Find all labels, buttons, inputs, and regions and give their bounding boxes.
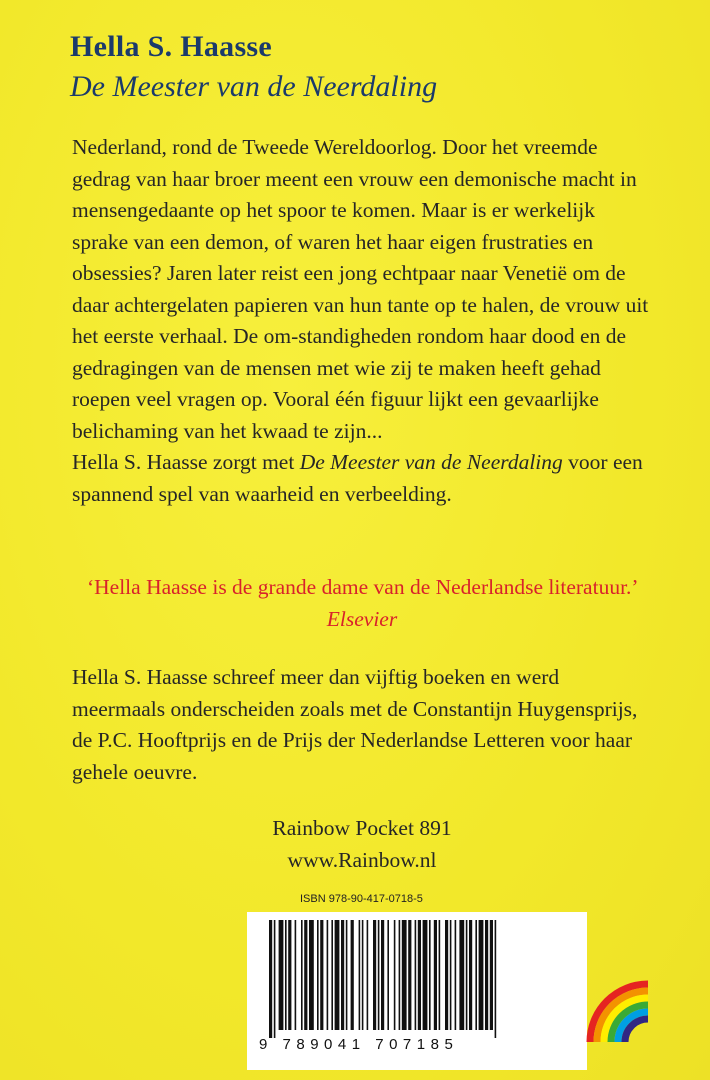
blurb-inline-title: De Meester van de Neerdaling	[299, 450, 563, 474]
barcode-bar	[269, 920, 272, 1038]
barcode-bar	[402, 920, 407, 1030]
barcode-bar	[399, 920, 401, 1030]
press-quote	[72, 572, 652, 635]
blurb-paragraph-2-start: Hella S. Haasse zorgt met	[72, 450, 300, 474]
barcode-bar	[274, 920, 276, 1038]
barcode-bar	[495, 920, 497, 1038]
barcode-bars	[269, 920, 565, 1038]
barcode-digits: 9 789041 707185	[259, 1036, 459, 1053]
barcode-bar	[341, 920, 344, 1030]
barcode-bar	[373, 920, 376, 1030]
publisher-info	[72, 812, 652, 876]
barcode-bar	[301, 920, 303, 1030]
blurb	[72, 132, 652, 510]
barcode	[247, 912, 587, 1070]
blurb-paragraph-2-end: voor een spannend spel van waarheid en verbeelding.	[72, 450, 643, 506]
barcode-bar	[367, 920, 369, 1030]
barcode-bar	[423, 920, 428, 1030]
barcode-bar	[285, 920, 287, 1030]
barcode-bar	[439, 920, 441, 1030]
barcode-bar	[408, 920, 411, 1030]
author-name: Hella S. Haasse	[70, 30, 273, 63]
barcode-bar	[434, 920, 437, 1030]
barcode-bar	[317, 920, 319, 1030]
barcode-bar	[455, 920, 457, 1030]
press-quote-text: ‘Hella Haasse is de grande dame van de Nederlandse literatuur.’	[86, 575, 637, 599]
barcode-bar	[335, 920, 340, 1030]
rainbow-logo-icon	[586, 980, 652, 1046]
publisher-website: www.Rainbow.nl	[287, 848, 437, 872]
barcode-bar	[387, 920, 389, 1030]
barcode-bar	[346, 920, 348, 1030]
barcode-bar	[327, 920, 329, 1030]
barcode-bar	[288, 920, 291, 1030]
barcode-bar	[320, 920, 323, 1030]
barcode-bar	[479, 920, 484, 1030]
barcode-bar	[295, 920, 297, 1030]
barcode-bar	[359, 920, 361, 1030]
author-bio: Hella S. Haasse schreef meer dan vijftig boeken en werd meermaals onderscheiden zoals met de Constantijn Huygensprijs, de P.C. Hooftprijs en de Prijs der Nederlandse Letteren voor haar gehele oeuvre.	[72, 665, 638, 784]
barcode-bar	[351, 920, 354, 1030]
blurb-paragraph-1: Nederland, rond de Tweede Wereldoorlog. Door het vreemde gedrag van haar broer meent een vrouw een demonische macht in mensengedaante op het spoor te komen. Maar is er werkelijk sprake van een demon, of waren het haar eigen frustraties en obsessies? Jaren later reist een jong echtpaar naar Venetië om de daar achtergelaten papieren van hun tante op te halen, de vrouw uit het eerste verhaal. De om-standigheden rondom haar dood en de gedragingen van de mensen met wie zij te maken heeft gehad roepen veel vragen op. Vooral één figuur lijkt een gevaarlijke belichaming van het kwaad te zijn...	[72, 135, 649, 443]
barcode-bar	[279, 920, 284, 1030]
barcode-bar	[331, 920, 333, 1030]
isbn-label: ISBN 978-90-417-0718-5	[300, 893, 423, 905]
barcode-bar	[309, 920, 314, 1030]
barcode-bar	[415, 920, 417, 1030]
barcode-bar	[429, 920, 431, 1030]
barcode-bar	[362, 920, 364, 1030]
barcode-bar	[394, 920, 396, 1030]
barcode-bar	[459, 920, 464, 1030]
book-title: De Meester van de Neerdaling	[70, 70, 438, 103]
barcode-bar	[469, 920, 472, 1030]
barcode-bar	[490, 920, 493, 1030]
barcode-bar	[304, 920, 307, 1030]
barcode-bar	[475, 920, 477, 1030]
barcode-bar	[381, 920, 384, 1030]
barcode-bar	[485, 920, 488, 1030]
press-quote-source: Elsevier	[326, 606, 398, 631]
series-name: Rainbow Pocket 891	[272, 816, 452, 840]
barcode-bar	[450, 920, 452, 1030]
barcode-bar	[418, 920, 421, 1030]
barcode-bar	[378, 920, 380, 1030]
barcode-bar	[466, 920, 468, 1030]
blurb-paragraph-2	[72, 447, 652, 510]
barcode-bar	[445, 920, 448, 1030]
